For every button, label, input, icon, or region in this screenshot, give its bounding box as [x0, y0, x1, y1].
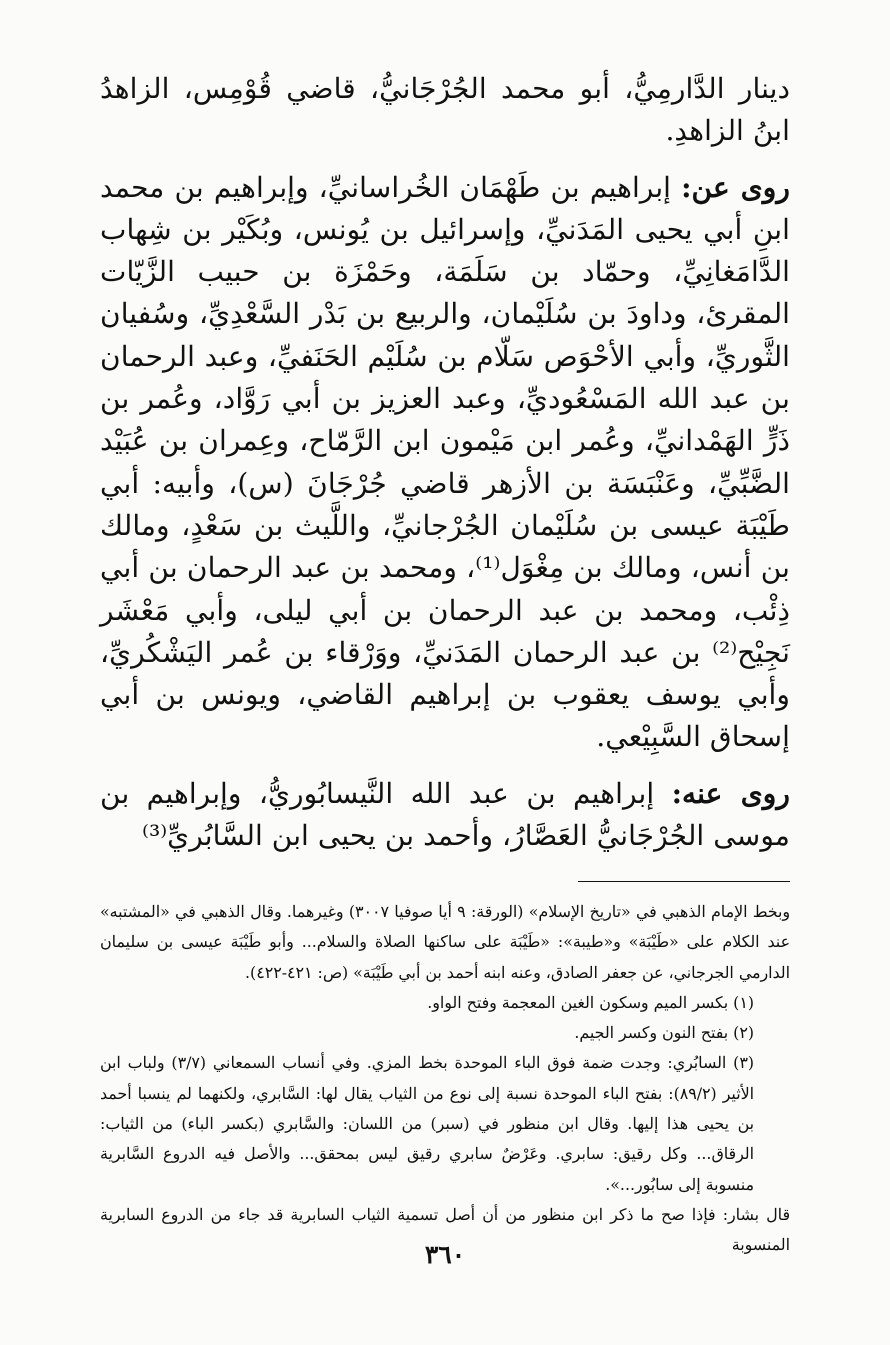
footnote-2: (٢) بفتح النون وكسر الجيم.	[574, 1023, 754, 1043]
narrated-from-text: إبراهيم بن طَهْمَان الخُراسانيِّ، وإبراهيم بن محمد ابنِ أبي يحيى المَدَنيِّ، وإسرائيل بن يُونس، وبُكَيْر بن شِهاب الدَّامَغانِيِّ، وحمّاد بن سَلَمَة، وحَمْزَة بن حبيب الزَّيّات المقرئ، وداودَ بن سُلَيْمان، والربيع بن بَدْر السَّعْدِيِّ، وسُفيان الثَّوريِّ، وأبي الأحْوَص سَلّام بن سُلَيْم الحَنَفيِّ، وعبد الرحمان بن عبد الله المَسْعُوديِّ، وعبد العزيز بن أبي رَوَّاد، وعُمر بن ذَرٍّ الهَمْدانيِّ، وعُمر ابن مَيْمون ابن الرَّمّاح، وعِمران بن عُبَيْد الضَّبِّيِّ، وعَنْبَسَة بن الأزهر قاضي جُرْجَانَ (س)، وأبيه: أبي طَيْبَة عيسى بن سُلَيْمان الجُرْجانيِّ، واللَّيث بن سَعْدٍ، ومالك بن أنس، ومالك بن مِغْوَل⁽¹⁾، ومحمد بن عبد الرحمان بن أبي ذِئْب، ومحمد بن عبد الرحمان بن أبي ليلى، وأبي مَعْشَر نَجِيْح⁽²⁾ بن عبد الرحمان المَدَنيِّ، ووَرْقاء بن عُمر اليَشْكُريِّ، وأبي يوسف يعقوب بن إبراهيم القاضي، ويونس بن أبي إسحاق السَّبِيْعي.	[100, 170, 791, 754]
narrated-by-text: إبراهيم بن عبد الله النَّيسابُوريُّ، وإبراهيم بن موسى الجُرْجَانيُّ العَصَّارُ، وأحمد بن يحيى ابن السَّابُريِّ⁽³⁾	[100, 776, 790, 853]
footnote-3: (٣) السابُري: وجدت ضمة فوق الباء الموحدة بخط المزي. وفي أنساب السمعاني (٣/٧) ولباب ابن الأثير (٨٩/٢): بفتح الباء الموحدة نسبة إلى نوع من الثياب يقال لها: السَّابري، ولكنهما لم ينسبا أحمد بن يحيى هذا إليها. وقال ابن منظور في (سبر) من اللسان: والسَّابري (بكسر الباء) من الثياب: الرقاق... وكل رقيق: سابري. وعَرْضٌ سابري رقيق ليس بمحقق... والأصل فيه الدروع السَّابرية منسوبة إلى سابُور...».	[100, 1053, 754, 1194]
page-number: ٣٦٠	[424, 1240, 466, 1269]
editor-note: قال بشار: فإذا صح ما ذكر ابن منظور من أن أصل تسمية الثياب السابرية قد جاء من الدروع السابرية المنسوبة	[100, 1204, 790, 1255]
narrated-from-paragraph	[100, 167, 790, 759]
narrated-from-label: روى عن:	[681, 170, 790, 204]
narrated-by-paragraph	[100, 773, 790, 858]
footnote-separator	[578, 881, 790, 882]
footnote-continuation: وبخط الإمام الذهبي في «تاريخ الإسلام» (الورقة: ٩ أيا صوفيا ٣٠٠٧) وغيرهما. وقال الذهبي في «المشتبه» عند الكلام على «طَيْبَة» و«طيبة»: «طَيْبَة على ساكنها الصلاة والسلام... وأبو طَيْبَة عيسى بن سليمان الدارمي الجرجاني، عن جعفر الصادق، وعنه ابنه أحمد بن أبي طَيْبَة» (ص: ٤٢١-٤٢٢).	[100, 902, 790, 982]
narrated-by-label: روى عنه:	[671, 776, 790, 810]
footnotes	[100, 897, 790, 1261]
main-text	[100, 68, 790, 857]
footnote-1: (١) بكسر الميم وسكون الغين المعجمة وفتح الواو.	[427, 992, 754, 1012]
bio-tail-paragraph: دينار الدَّارمِيُّ، أبو محمد الجُرْجَانيُّ، قاضي قُوْمِس، الزاهدُ ابنُ الزاهدِ.	[100, 72, 790, 148]
